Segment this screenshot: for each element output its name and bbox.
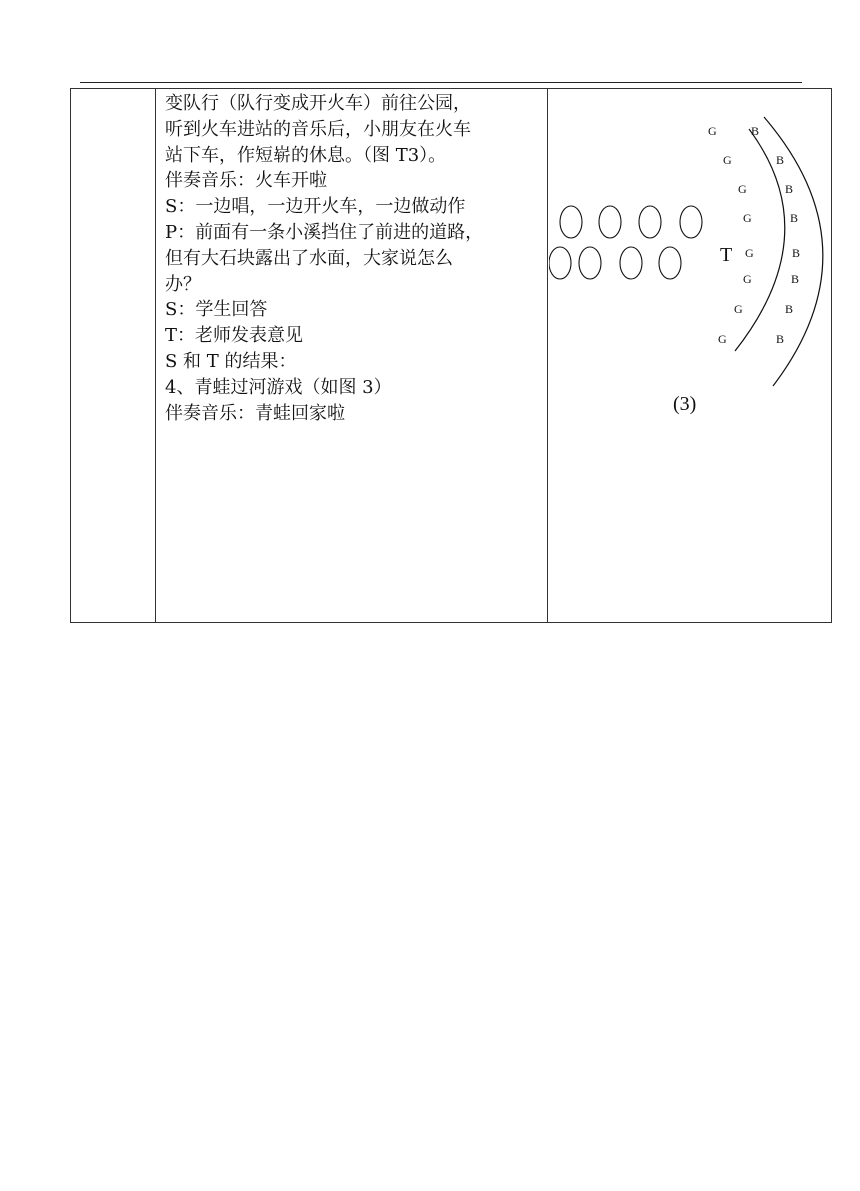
boy-marker: B	[791, 272, 800, 286]
diagram-svg	[549, 89, 833, 623]
boy-marker: B	[792, 246, 801, 260]
stone-oval	[560, 206, 582, 238]
lesson-text-cell	[165, 91, 545, 426]
children-letters-group	[708, 124, 800, 346]
lesson-line: 听到火车进站的音乐后，小朋友在火车	[165, 118, 471, 140]
stone-oval	[659, 247, 681, 279]
column-divider-2	[547, 89, 548, 622]
stone-oval	[599, 206, 621, 238]
lesson-table	[70, 88, 832, 623]
boy-marker: B	[785, 182, 794, 196]
stones-group	[549, 206, 702, 279]
lesson-line: 变队行（队行变成开火车）前往公园，	[165, 93, 471, 114]
stone-oval	[620, 247, 642, 279]
frog-game-diagram	[549, 89, 833, 623]
lesson-line: 伴奏音乐：青蛙回家啦	[165, 402, 345, 424]
stone-oval	[549, 247, 571, 279]
boy-marker: B	[776, 153, 785, 167]
stone-oval	[639, 206, 661, 238]
boy-marker: B	[790, 211, 799, 225]
lesson-line: S：学生回答	[165, 299, 268, 321]
lesson-line: S 和 T 的结果：	[165, 350, 297, 372]
girl-marker: G	[723, 153, 732, 167]
stone-oval	[579, 247, 601, 279]
column-divider-1	[155, 89, 156, 622]
lesson-line: P：前面有一条小溪挡住了前进的道路，	[165, 221, 484, 243]
girl-marker: G	[743, 211, 752, 225]
girl-marker: G	[734, 302, 743, 316]
boy-marker: B	[776, 332, 785, 346]
girl-marker: G	[745, 246, 754, 260]
teacher-label: T	[720, 244, 733, 266]
lesson-line: 但有大石块露出了水面，大家说怎么	[165, 247, 453, 269]
lesson-line: 4、青蛙过河游戏（如图 3）	[165, 376, 392, 398]
girl-marker: G	[708, 124, 717, 138]
girl-marker: G	[738, 182, 747, 196]
header-rule	[80, 82, 802, 83]
boy-marker: B	[785, 302, 794, 316]
girl-marker: G	[718, 332, 727, 346]
stone-oval	[680, 206, 702, 238]
lesson-line: S：一边唱，一边开火车，一边做动作	[165, 196, 466, 218]
lesson-line: 伴奏音乐：火车开啦	[165, 170, 327, 192]
boy-marker: B	[751, 124, 760, 138]
girl-marker: G	[743, 272, 752, 286]
lesson-line: T：老师发表意见	[165, 325, 304, 347]
lesson-line: 办？	[165, 273, 201, 295]
diagram-caption: (3)	[673, 393, 697, 415]
lesson-line: 站下车，作短崭的休息。（图 T3）。	[165, 144, 447, 166]
